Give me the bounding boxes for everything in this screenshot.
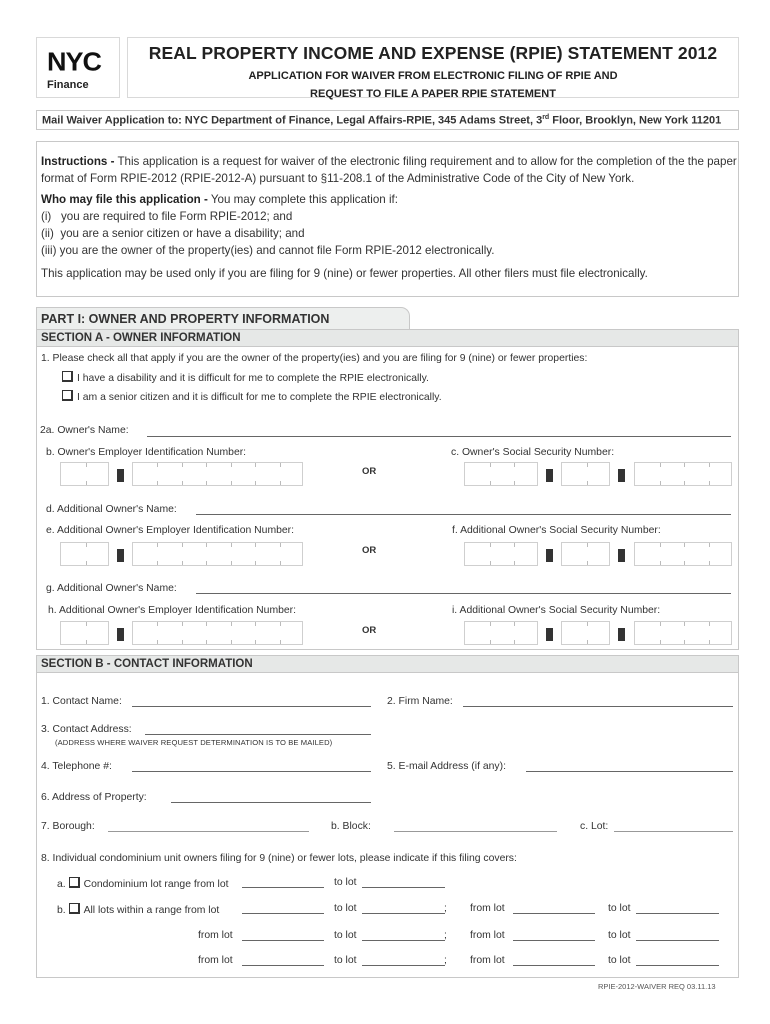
digit-divider	[206, 640, 207, 644]
additional-owner2-ein-label: h. Additional Owner's Employer Identification Number:	[48, 605, 297, 616]
to-lot-label: to lot	[334, 955, 357, 966]
address-note: (ADDRESS WHERE WAIVER REQUEST DETERMINATION IS TO BE MAILED)	[55, 738, 333, 747]
digit-divider	[157, 463, 158, 467]
hyphen-separator	[117, 469, 124, 482]
digit-divider	[182, 640, 183, 644]
to-lot-label: to lot	[608, 955, 631, 966]
digit-divider	[86, 481, 87, 485]
page-title: REAL PROPERTY INCOME AND EXPENSE (RPIE) STATEMENT 2012	[148, 43, 718, 63]
digit-group[interactable]	[561, 621, 610, 645]
digit-group[interactable]	[634, 621, 732, 645]
digit-divider	[182, 622, 183, 626]
from-lot-field[interactable]	[513, 940, 595, 941]
digit-divider	[514, 561, 515, 565]
digit-divider	[587, 463, 588, 467]
digit-divider	[206, 481, 207, 485]
digit-divider	[514, 481, 515, 485]
digit-divider	[660, 561, 661, 565]
digit-group[interactable]	[132, 542, 303, 566]
digit-divider	[587, 640, 588, 644]
page-subtitle-2: REQUEST TO FILE A PAPER RPIE STATEMENT	[310, 88, 556, 100]
from-lot-label: from lot	[470, 930, 505, 941]
digit-divider	[206, 543, 207, 547]
q8a-to-lot-field[interactable]	[362, 887, 445, 888]
digit-divider	[231, 640, 232, 644]
instructions-label: Instructions -	[41, 155, 115, 168]
digit-divider	[587, 481, 588, 485]
digit-divider	[280, 463, 281, 467]
hyphen-separator	[618, 469, 625, 482]
lot-label: c. Lot:	[580, 821, 609, 832]
digit-divider	[490, 481, 491, 485]
digit-divider	[157, 481, 158, 485]
condo-range-checkbox[interactable]	[69, 877, 80, 888]
q8b-option[interactable]	[57, 903, 219, 916]
digit-divider	[280, 622, 281, 626]
owner-name-field[interactable]	[147, 436, 731, 437]
borough-label: 7. Borough:	[41, 821, 95, 832]
digit-divider	[182, 463, 183, 467]
from-lot-field[interactable]	[513, 965, 595, 966]
disability-option[interactable]	[62, 371, 429, 384]
contact-name-label: 1. Contact Name:	[41, 696, 122, 707]
who-label: Who may file this application -	[41, 193, 208, 206]
digit-divider	[514, 543, 515, 547]
digit-divider	[86, 622, 87, 626]
telephone-label: 4. Telephone #:	[41, 761, 112, 772]
digit-divider	[231, 543, 232, 547]
hyphen-separator	[117, 549, 124, 562]
q8a-prefix: a.	[57, 879, 66, 890]
property-address-label: 6. Address of Property:	[41, 792, 147, 803]
owner-ssn-label: c. Owner's Social Security Number:	[451, 447, 615, 458]
disability-checkbox[interactable]	[62, 371, 73, 382]
digit-divider	[709, 640, 710, 644]
additional-owner2-name-label: g. Additional Owner's Name:	[46, 583, 177, 594]
to-lot-label: to lot	[334, 930, 357, 941]
digit-divider	[684, 481, 685, 485]
instructions-paragraph	[41, 153, 738, 187]
digit-divider	[182, 561, 183, 565]
digit-divider	[86, 640, 87, 644]
digit-divider	[255, 463, 256, 467]
to-lot-field[interactable]	[636, 940, 719, 941]
or-label: OR	[362, 625, 377, 636]
digit-divider	[255, 640, 256, 644]
digit-divider	[182, 543, 183, 547]
condition-item: (iii) you are the owner of the property(ies) and cannot file Form RPIE-2012 electronically.	[41, 244, 495, 257]
mail-address-banner	[36, 110, 739, 130]
from-lot-field[interactable]	[513, 913, 595, 914]
to-lot-field[interactable]	[362, 913, 445, 914]
to-lot-label: to lot	[608, 930, 631, 941]
digit-group[interactable]	[464, 462, 538, 486]
digit-group[interactable]	[634, 542, 732, 566]
digit-divider	[231, 481, 232, 485]
to-lot-label: to lot	[334, 903, 357, 914]
digit-divider	[684, 463, 685, 467]
digit-group[interactable]	[561, 542, 610, 566]
digit-divider	[231, 463, 232, 467]
digit-divider	[157, 561, 158, 565]
digit-group[interactable]	[464, 542, 538, 566]
from-lot-label: from lot	[470, 955, 505, 966]
from-lot-label: from lot	[198, 955, 233, 966]
to-lot-label: to lot	[334, 877, 357, 888]
contact-address-field[interactable]	[145, 734, 371, 735]
telephone-field[interactable]	[132, 771, 371, 772]
digit-divider	[86, 561, 87, 565]
block-label: b. Block:	[331, 821, 371, 832]
lot-field[interactable]	[614, 831, 733, 832]
senior-label: I am a senior citizen and it is difficult for me to complete the RPIE electronically.	[77, 392, 442, 403]
condition-item: (ii) you are a senior citizen or have a disability; and	[41, 227, 305, 240]
page-subtitle-1: APPLICATION FOR WAIVER FROM ELECTRONIC FILING OF RPIE AND	[248, 70, 618, 82]
digit-divider	[490, 463, 491, 467]
additional-owner-name-field[interactable]	[196, 514, 731, 515]
digit-divider	[255, 561, 256, 565]
mail-text-end: Floor, Brooklyn, New York 11201	[549, 114, 722, 127]
condition-item: (i) you are required to file Form RPIE-2012; and	[41, 210, 293, 223]
digit-divider	[660, 463, 661, 467]
nyc-finance-logo	[36, 37, 120, 98]
digit-divider	[206, 622, 207, 626]
digit-divider	[684, 640, 685, 644]
q1-label: 1. Please check all that apply if you are the owner of the property(ies) and you are filing for 9 (nine) or fewer properties:	[41, 353, 588, 364]
property-address-field[interactable]	[171, 802, 371, 803]
digit-divider	[182, 481, 183, 485]
digit-divider	[231, 622, 232, 626]
digit-divider	[587, 561, 588, 565]
digit-divider	[206, 561, 207, 565]
owner-ein-label: b. Owner's Employer Identification Number:	[46, 447, 247, 458]
digit-group[interactable]	[132, 462, 303, 486]
firm-name-label: 2. Firm Name:	[387, 696, 453, 707]
digit-group[interactable]	[464, 621, 538, 645]
digit-divider	[709, 561, 710, 565]
to-lot-field[interactable]	[362, 940, 445, 941]
conditions-list	[41, 208, 738, 259]
to-lot-field[interactable]	[362, 965, 445, 966]
digit-divider	[660, 481, 661, 485]
digit-divider	[709, 463, 710, 467]
from-lot-label: from lot	[470, 903, 505, 914]
from-lot-label: from lot	[198, 930, 233, 941]
borough-field[interactable]	[108, 831, 309, 832]
digit-divider	[231, 561, 232, 565]
digit-divider	[490, 640, 491, 644]
q8a-from-lot-field[interactable]	[242, 887, 324, 888]
firm-name-field[interactable]	[463, 706, 733, 707]
senior-option[interactable]	[62, 390, 442, 403]
q8-label: 8. Individual condominium unit owners filing for 9 (nine) or fewer lots, please indicate if this filing covers:	[41, 853, 517, 864]
contact-name-field[interactable]	[132, 706, 371, 707]
or-label: OR	[362, 466, 377, 477]
who-text: You may complete this application if:	[207, 193, 398, 206]
digit-divider	[86, 463, 87, 467]
logo-nyc-text: NYC	[47, 47, 102, 77]
digit-divider	[684, 543, 685, 547]
hyphen-separator	[117, 628, 124, 641]
logo-finance-text: Finance	[47, 79, 89, 91]
section-b-header: SECTION B - CONTACT INFORMATION	[36, 655, 739, 673]
hyphen-separator	[618, 628, 625, 641]
digit-divider	[157, 640, 158, 644]
instructions-text: This application is a request for waiver of the electronic filing requirement and to allow for the completion of the the paper format of Form RPIE-2012 (RPIE-2012-A) pursuant to §11-208.1 of the Administrative Code of the City of New York.	[41, 155, 737, 185]
digit-divider	[490, 622, 491, 626]
digit-divider	[709, 481, 710, 485]
from-lot-field[interactable]	[242, 940, 324, 941]
digit-divider	[684, 622, 685, 626]
additional-owner-name-label: d. Additional Owner's Name:	[46, 504, 177, 515]
digit-divider	[157, 622, 158, 626]
hyphen-separator	[546, 549, 553, 562]
digit-divider	[709, 622, 710, 626]
digit-divider	[280, 543, 281, 547]
email-field[interactable]	[526, 771, 733, 772]
digit-divider	[280, 561, 281, 565]
digit-divider	[255, 622, 256, 626]
senior-checkbox[interactable]	[62, 390, 73, 401]
q8b-label: All lots within a range from lot	[83, 905, 220, 916]
digit-divider	[255, 543, 256, 547]
digit-divider	[684, 561, 685, 565]
additional-owner-ein-label: e. Additional Owner's Employer Identification Number:	[46, 525, 295, 536]
digit-divider	[660, 622, 661, 626]
digit-group[interactable]	[634, 462, 732, 486]
from-lot-field[interactable]	[242, 965, 324, 966]
digit-divider	[660, 640, 661, 644]
digit-divider	[206, 463, 207, 467]
instructions-box	[36, 141, 739, 297]
mail-text: Mail Waiver Application to: NYC Department of Finance, Legal Affairs-RPIE, 345 Adams Street, 3	[42, 114, 543, 127]
digit-divider	[514, 622, 515, 626]
to-lot-label: to lot	[608, 903, 631, 914]
additional-owner2-ssn-label: i. Additional Owner's Social Security Number:	[452, 605, 661, 616]
digit-group[interactable]	[561, 462, 610, 486]
digit-divider	[280, 481, 281, 485]
mail-sup: rd	[542, 114, 550, 121]
limit-text: This application may be used only if you are filing for 9 (nine) or fewer properties. All other filers must file electronically.	[41, 267, 648, 280]
digit-divider	[255, 481, 256, 485]
digit-divider	[490, 543, 491, 547]
to-lot-field[interactable]	[636, 965, 719, 966]
block-field[interactable]	[394, 831, 557, 832]
digit-group[interactable]	[60, 621, 109, 645]
additional-owner2-name-field[interactable]	[196, 593, 731, 594]
part1-title: PART I: OWNER AND PROPERTY INFORMATION	[36, 307, 410, 329]
all-lots-checkbox[interactable]	[69, 903, 80, 914]
digit-divider	[514, 463, 515, 467]
hyphen-separator	[546, 628, 553, 641]
digit-divider	[587, 543, 588, 547]
disability-label: I have a disability and it is difficult for me to complete the RPIE electronically.	[77, 373, 429, 384]
digit-divider	[587, 622, 588, 626]
digit-divider	[660, 543, 661, 547]
digit-divider	[514, 640, 515, 644]
contact-address-label: 3. Contact Address:	[41, 724, 132, 735]
semicolon: ;	[444, 903, 447, 914]
section-b-body	[36, 673, 739, 978]
from-lot-field[interactable]	[242, 913, 324, 914]
q8a-option[interactable]	[57, 877, 229, 890]
semicolon: ;	[444, 955, 447, 966]
email-label: 5. E-mail Address (if any):	[387, 761, 506, 772]
title-block	[127, 37, 739, 98]
digit-divider	[709, 543, 710, 547]
who-may-file	[41, 191, 738, 208]
digit-divider	[157, 543, 158, 547]
owner-name-label: 2a. Owner's Name:	[40, 425, 129, 436]
digit-group[interactable]	[60, 462, 109, 486]
digit-divider	[280, 640, 281, 644]
to-lot-field[interactable]	[636, 913, 719, 914]
hyphen-separator	[618, 549, 625, 562]
form-id-footer: RPIE-2012-WAIVER REQ 03.11.13	[598, 982, 716, 991]
semicolon: ;	[444, 930, 447, 941]
section-a-header: SECTION A - OWNER INFORMATION	[36, 329, 739, 347]
additional-owner-ssn-label: f. Additional Owner's Social Security Number:	[452, 525, 661, 536]
q8b-prefix: b.	[57, 905, 66, 916]
or-label: OR	[362, 545, 377, 556]
digit-group[interactable]	[132, 621, 303, 645]
q8a-label: Condominium lot range from lot	[83, 879, 229, 890]
digit-group[interactable]	[60, 542, 109, 566]
digit-divider	[490, 561, 491, 565]
hyphen-separator	[546, 469, 553, 482]
digit-divider	[86, 543, 87, 547]
